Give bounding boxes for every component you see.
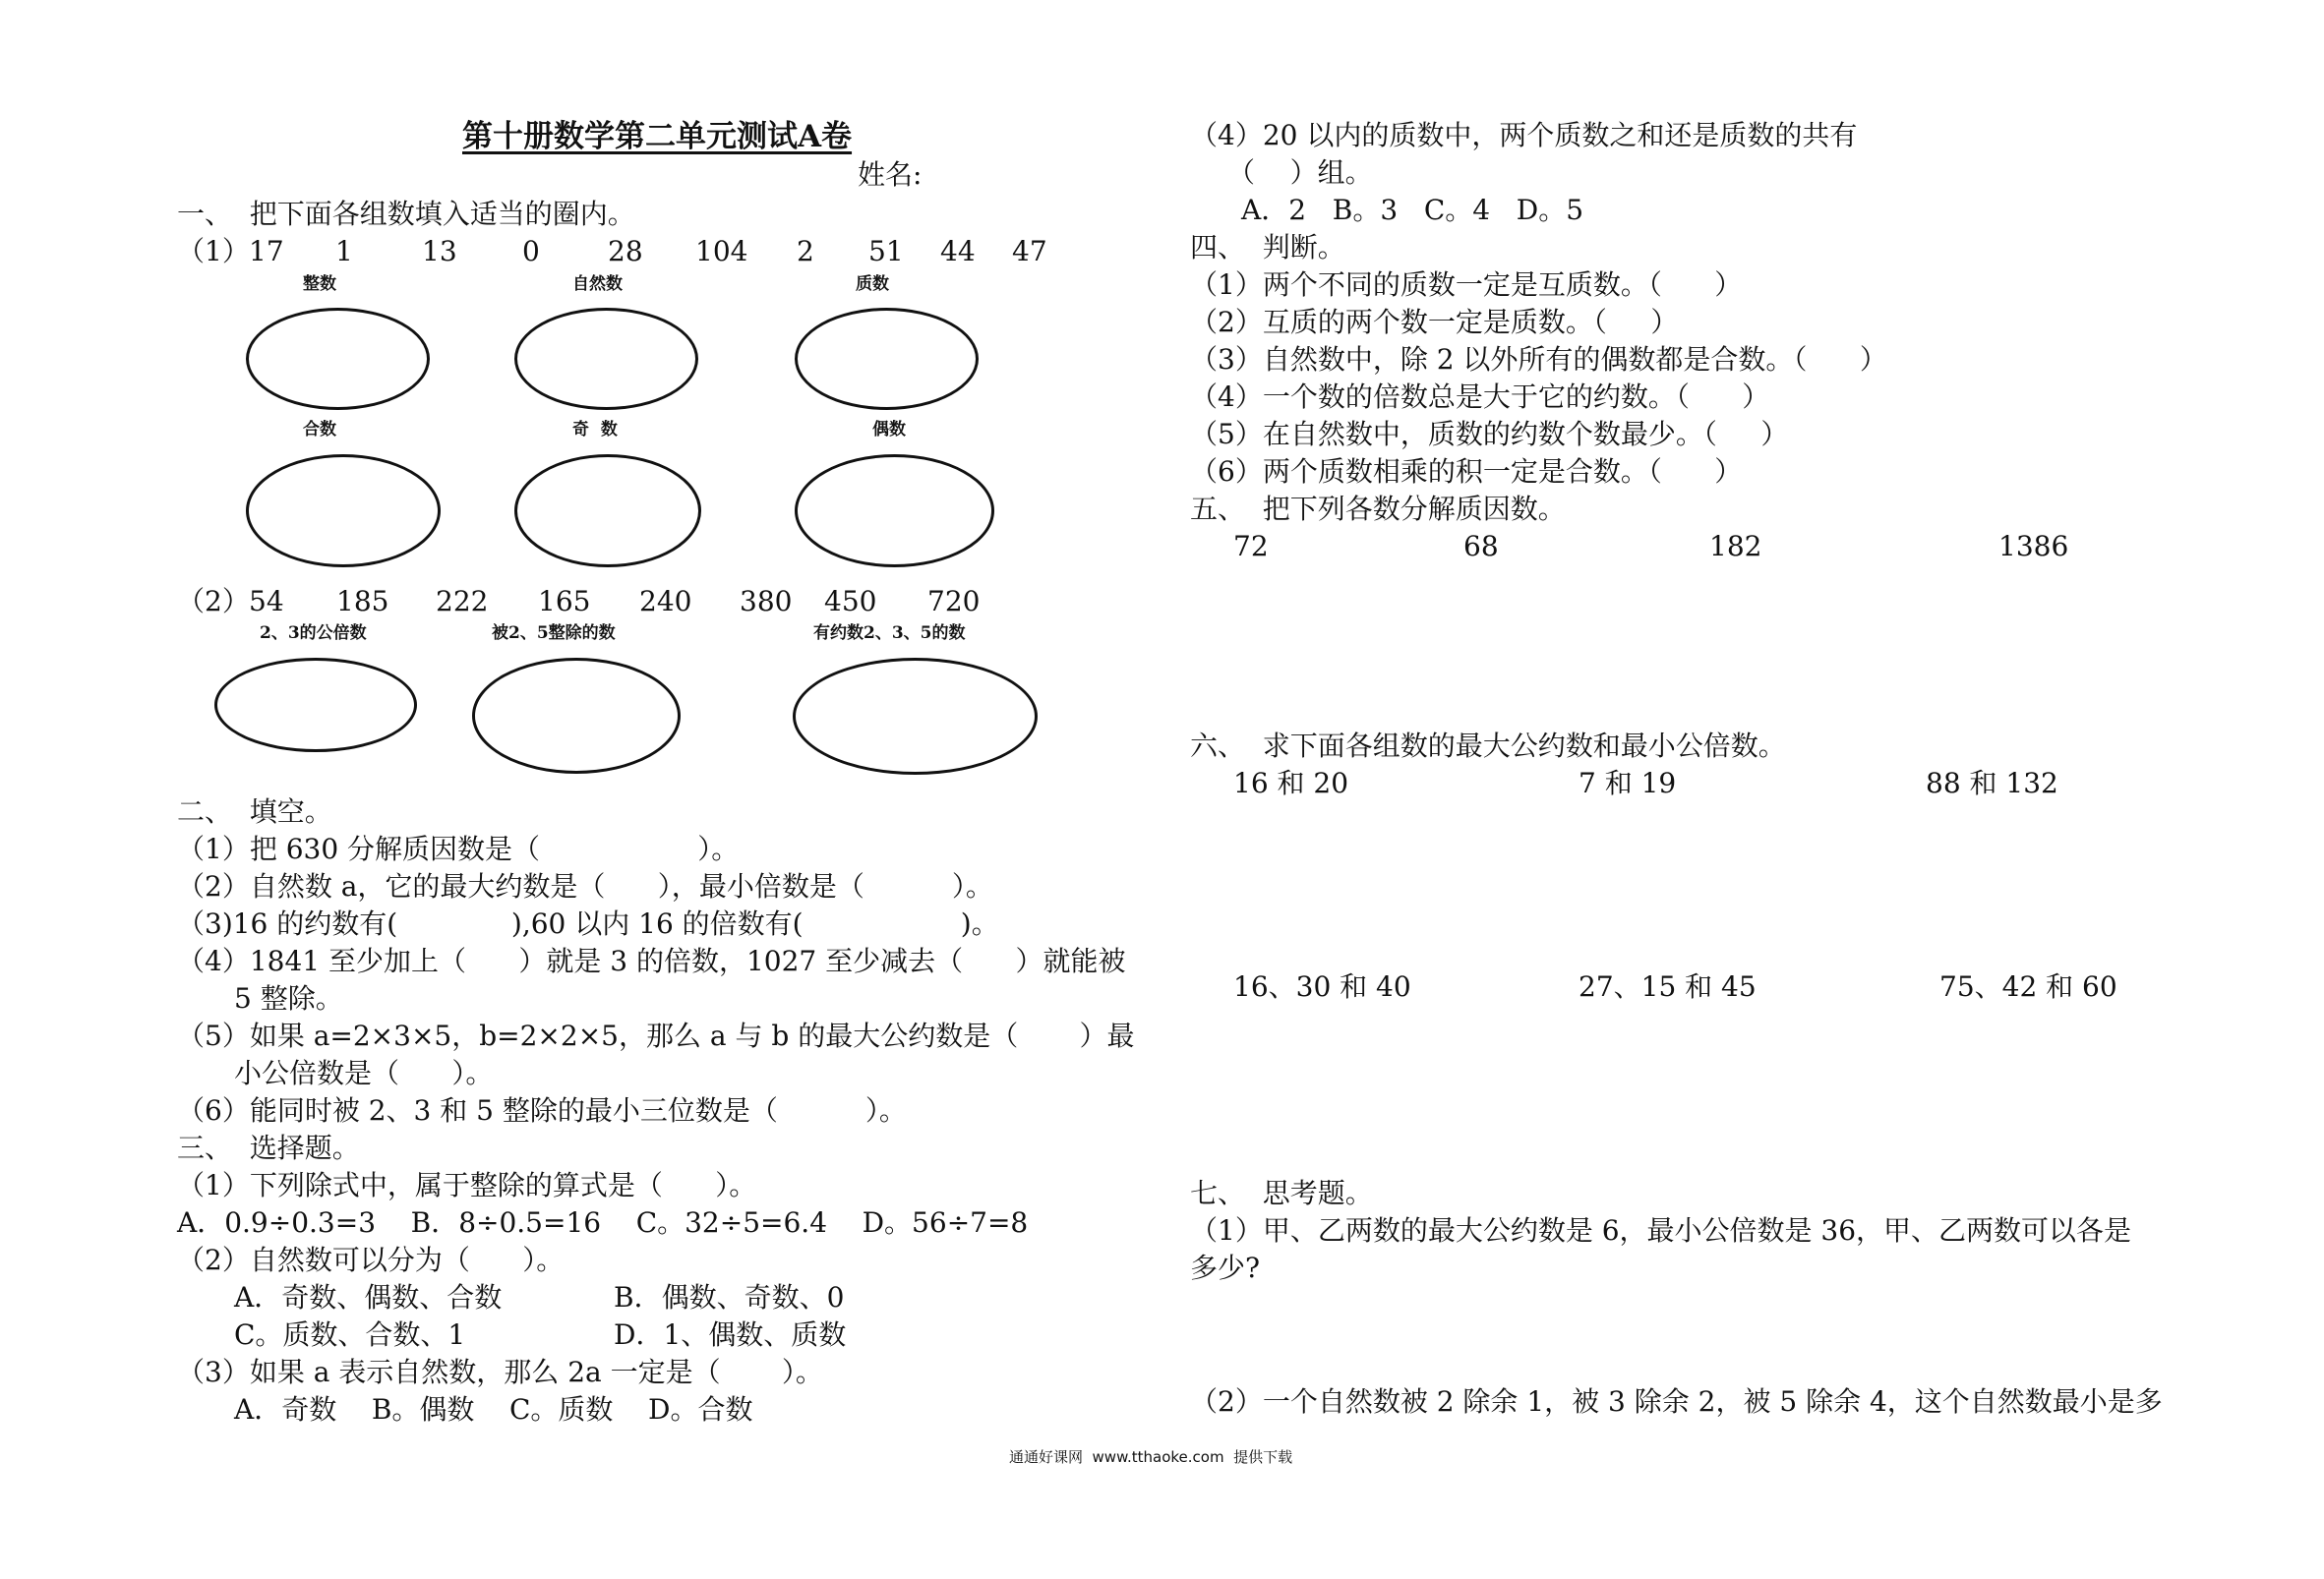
think-question-1: （1）甲、乙两数的最大公约数是 6，最小公倍数是 36，甲、乙两数可以各是 <box>1190 1214 2132 1247</box>
factor-number: 182 <box>1709 530 1762 562</box>
group-2-number: 380 <box>740 585 793 617</box>
group-2-number: 54 <box>249 585 284 617</box>
group-1-number: 47 <box>1012 235 1047 267</box>
fill-question-5-cont: 小公倍数是（ ）。 <box>234 1057 494 1089</box>
choice-question-4: （4）20 以内的质数中，两个质数之和还是质数的共有 <box>1190 119 1858 151</box>
judge-item: （6）两个质数相乘的积一定是合数。（ ） <box>1190 455 1743 488</box>
circle-label-natural-numbers: 自然数 <box>572 274 623 294</box>
section-4-heading: 四、 判断。 <box>1190 231 1345 263</box>
group-1-label: （1） <box>177 235 250 267</box>
judge-item: （4）一个数的倍数总是大于它的约数。（ ） <box>1190 380 1770 413</box>
gcd-lcm-pair: 88 和 132 <box>1926 767 2058 799</box>
choice-question-2-option-c: C。质数、合数、1 <box>234 1318 466 1351</box>
page-footer: 通通好课网 www.tthaoke.com 提供下载 <box>1009 1448 1293 1466</box>
group-1-number: 0 <box>522 235 540 267</box>
gcd-lcm-triple: 75、42 和 60 <box>1939 970 2117 1003</box>
choice-question-3-options: A．奇数 B。偶数 C。质数 D。合数 <box>234 1393 753 1426</box>
answer-circle-common-multiples[interactable] <box>214 658 417 752</box>
answer-circle-natural-numbers[interactable] <box>514 308 698 410</box>
circle-label-composites: 合数 <box>303 420 336 439</box>
choice-question-3: （3）如果 a 表示自然数，那么 2a 一定是（ ）。 <box>177 1356 823 1388</box>
name-label: 姓名: <box>858 158 923 191</box>
fill-question-3: （3)16 的约数有( ),60 以内 16 的倍数有( )。 <box>177 907 999 940</box>
choice-question-1: （1）下列除式中，属于整除的算式是（ ）。 <box>177 1169 757 1201</box>
fill-question-5: （5）如果 a=2×3×5，b=2×2×5，那么 a 与 b 的最大公约数是（ ）最 <box>177 1020 1135 1052</box>
group-1-number: 1 <box>335 235 353 267</box>
choice-question-4-options: A．2 B。3 C。4 D。5 <box>1241 194 1584 226</box>
choice-question-2-option-d: D．1、偶数、质数 <box>614 1318 847 1351</box>
fill-question-6: （6）能同时被 2、3 和 5 整除的最小三位数是（ ）。 <box>177 1094 907 1127</box>
circle-label-even-numbers: 偶数 <box>872 420 906 439</box>
group-1-number: 13 <box>422 235 457 267</box>
gcd-lcm-triple: 16、30 和 40 <box>1233 970 1411 1003</box>
factor-number: 72 <box>1233 530 1269 562</box>
group-1-number: 44 <box>940 235 976 267</box>
answer-circle-odd-numbers[interactable] <box>514 454 701 567</box>
factor-number: 1386 <box>1998 530 2069 562</box>
circle-label-odd-numbers: 奇 数 <box>572 420 618 439</box>
group-1-number: 28 <box>608 235 643 267</box>
judge-item: （1）两个不同的质数一定是互质数。（ ） <box>1190 268 1743 301</box>
group-1-number: 2 <box>797 235 814 267</box>
group-2-number: 165 <box>538 585 591 617</box>
answer-circle-divisible-by-2-5[interactable] <box>472 658 681 774</box>
circle-label-primes: 质数 <box>856 274 889 294</box>
circle-label-common-multiples: 2、3的公倍数 <box>260 623 367 643</box>
factor-number: 68 <box>1463 530 1499 562</box>
fill-question-2: （2）自然数 a，它的最大约数是（ ），最小倍数是（ ）。 <box>177 870 993 903</box>
group-2-label: （2） <box>177 585 250 617</box>
section-7-heading: 七、 思考题。 <box>1190 1177 1373 1209</box>
group-2-number: 240 <box>639 585 692 617</box>
circle-label-divisible-by-2-5: 被2、5整除的数 <box>492 623 616 643</box>
group-2-number: 222 <box>436 585 489 617</box>
group-2-number: 185 <box>336 585 389 617</box>
circle-label-divisors-2-3-5: 有约数2、3、5的数 <box>813 623 966 643</box>
circle-label-integers: 整数 <box>303 274 336 294</box>
think-question-2: （2）一个自然数被 2 除余 1，被 3 除余 2，被 5 除余 4，这个自然数最小是多 <box>1190 1385 2163 1418</box>
answer-circle-primes[interactable] <box>795 308 979 410</box>
gcd-lcm-pair: 7 和 19 <box>1579 767 1677 799</box>
section-3-heading: 三、 选择题。 <box>177 1132 360 1164</box>
group-1-number: 104 <box>695 235 748 267</box>
choice-question-2: （2）自然数可以分为（ ）。 <box>177 1244 565 1276</box>
answer-circle-composites[interactable] <box>246 454 441 567</box>
think-question-1-cont: 多少? <box>1190 1252 1261 1284</box>
group-1-number: 17 <box>249 235 284 267</box>
fill-question-1: （1）把 630 分解质因数是（ ）。 <box>177 833 740 865</box>
judge-item: （5）在自然数中，质数的约数个数最少。（ ） <box>1190 418 1789 450</box>
page-title: 第十册数学第二单元测试A卷 <box>462 119 853 154</box>
section-2-heading: 二、 填空。 <box>177 795 332 828</box>
choice-question-1-options: A．0.9÷0.3=3 B．8÷0.5=16 C。32÷5=6.4 D。56÷7=8 <box>177 1206 1029 1239</box>
section-6-heading: 六、 求下面各组数的最大公约数和最小公倍数。 <box>1190 730 1786 762</box>
fill-question-4-cont: 5 整除。 <box>234 982 343 1015</box>
gcd-lcm-pair: 16 和 20 <box>1233 767 1349 799</box>
choice-question-2-option-a: A．奇数、偶数、合数 <box>234 1281 503 1314</box>
section-5-heading: 五、 把下列各数分解质因数。 <box>1190 493 1566 525</box>
choice-question-4-cont: （ ）组。 <box>1227 156 1373 189</box>
gcd-lcm-triple: 27、15 和 45 <box>1579 970 1757 1003</box>
group-2-number: 720 <box>927 585 981 617</box>
judge-item: （2）互质的两个数一定是质数。（ ） <box>1190 306 1679 338</box>
group-1-number: 51 <box>868 235 904 267</box>
fill-question-4: （4）1841 至少加上（ ）就是 3 的倍数，1027 至少减去（ ）就能被 <box>177 945 1126 977</box>
section-1-heading: 一、 把下面各组数填入适当的圈内。 <box>177 198 635 230</box>
answer-circle-divisors-2-3-5[interactable] <box>793 658 1038 775</box>
choice-question-2-option-b: B．偶数、奇数、0 <box>614 1281 845 1314</box>
answer-circle-even-numbers[interactable] <box>795 454 994 567</box>
answer-circle-integers[interactable] <box>246 308 430 410</box>
judge-item: （3）自然数中，除 2 以外所有的偶数都是合数。（ ） <box>1190 343 1887 376</box>
group-2-number: 450 <box>824 585 877 617</box>
